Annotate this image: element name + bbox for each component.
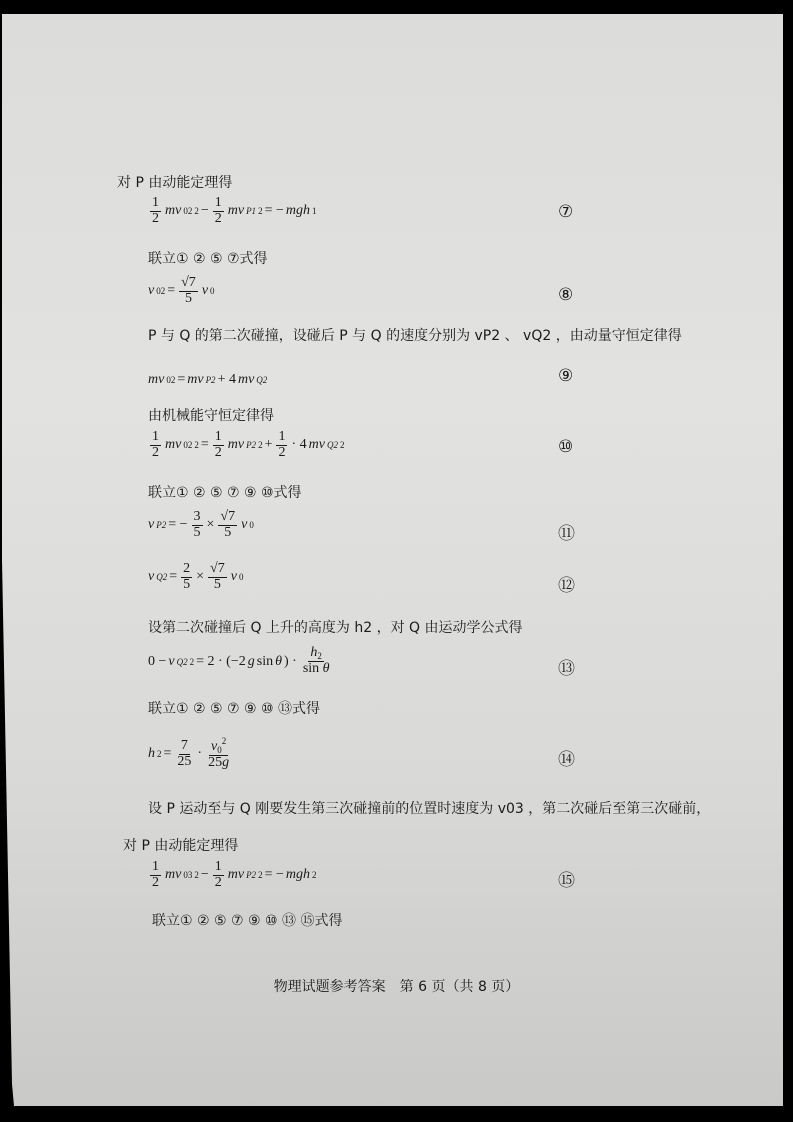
equation-13: 0 − v Q2 2 = 2 · (−2 g sin θ ) · $\frac{h_2}{\text{sin θ}}$ <box>148 645 330 677</box>
equation-12: v Q2 = $\frac{2}{5}$ × $\frac{√7}{5}$ v 0 <box>148 561 244 592</box>
text-line: 联立① ② ⑤ ⑦式得 <box>148 251 268 267</box>
text-line: 联立① ② ⑤ ⑦ ⑨ ⑩ ⑬ ⑮式得 <box>152 913 343 929</box>
page-footer: 物理试题参考答案 第 6 页（共 8 页） <box>273 979 520 995</box>
text-line: 联立① ② ⑤ ⑦ ⑨ ⑩ ⑬式得 <box>148 701 321 717</box>
equation-number: ⑨ <box>558 366 574 386</box>
text-line: 联立① ② ⑤ ⑦ ⑨ ⑩式得 <box>148 485 302 501</box>
equation-15: $\frac{1}{2}$ mv 03 2 − $\frac{1}{2}$ mv P2 2 = − mgh 2 <box>152 859 317 890</box>
text-line: 对 P 由动能定理得 <box>123 838 239 854</box>
text-line: 设第二次碰撞后 Q 上升的高度为 h2 ，对 Q 由运动学公式得 <box>148 620 523 636</box>
text-line: 由机械能守恒定律得 <box>148 408 274 424</box>
equation-8: v 02 = $\frac{√7}{5}$ v 0 <box>148 275 215 306</box>
equation-number: ⑭ <box>558 750 575 770</box>
equation-number: ⑩ <box>558 437 574 457</box>
equation-number: ⑮ <box>558 871 575 891</box>
text-line: 对 P 由动能定理得 <box>117 175 233 191</box>
equation-11: v P2 = − $\frac{3}{5}$ × $\frac{√7}{5}$ v 0 <box>148 509 254 540</box>
equation-9: mv 02 = mv P2 + 4 mv Q2 <box>148 372 268 387</box>
equation-7: $\frac{1}{2}$ mv 02 2 − $\frac{1}{2}$ mv P1 2 = − mgh 1 <box>152 195 317 226</box>
equation-10: $\frac{1}{2}$ mv 02 2 = $\frac{1}{2}$ mv P2 2 + $\frac{1}{2}$ · 4 mv Q2 2 <box>152 429 345 460</box>
equation-14: h 2 = $\frac{7}{25}$ · $\frac{v_0^2}{25g}$ <box>148 736 230 771</box>
equation-number: ⑧ <box>558 285 574 305</box>
text-line: 设 P 运动至与 Q 刚要发生第三次碰撞前的位置时速度为 v03 ，第二次碰后至第三次碰前， <box>148 801 711 817</box>
equation-number: ⑪ <box>558 524 575 544</box>
text-line: P 与 Q 的第二次碰撞，设碰后 P 与 Q 的速度分别为 vP2 、 vQ2 ，由动量守恒定律得 <box>148 328 682 344</box>
equation-number: ⑦ <box>558 202 574 222</box>
equation-number: ⑫ <box>558 576 575 596</box>
equation-number: ⑬ <box>558 659 575 679</box>
